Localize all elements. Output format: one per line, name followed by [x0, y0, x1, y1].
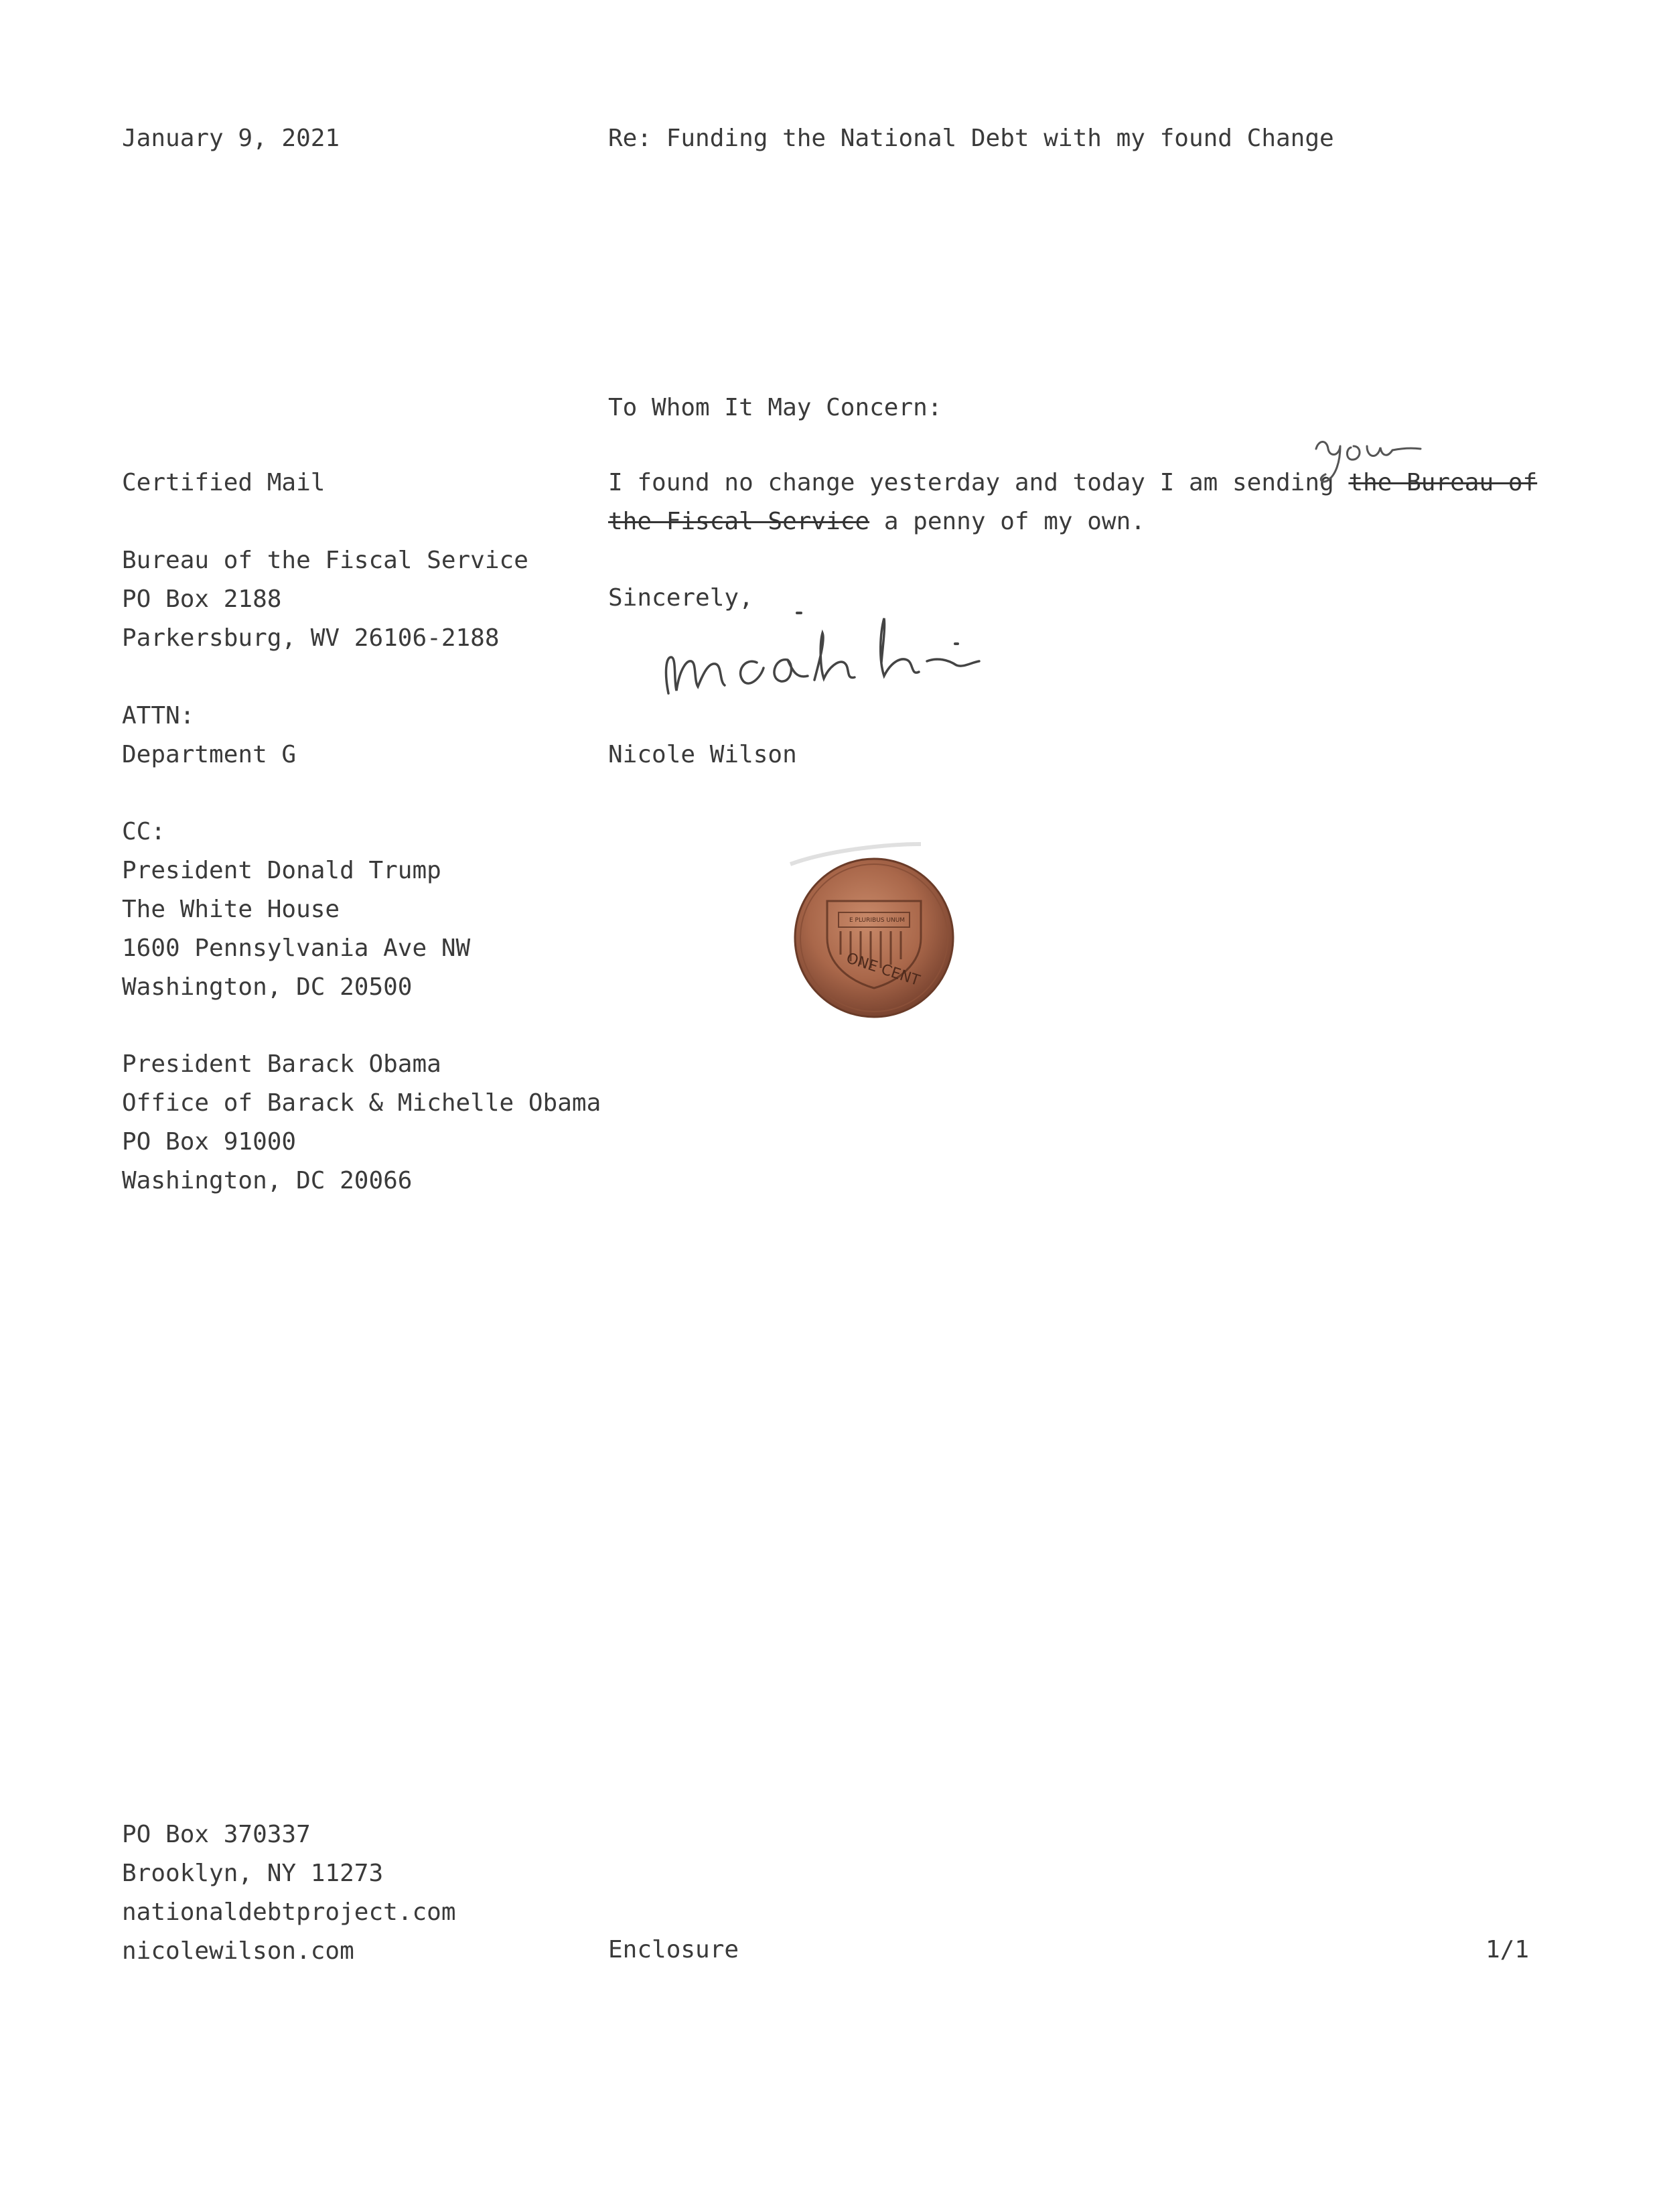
- attn-label: ATTN:: [122, 702, 195, 730]
- cc-label: CC:: [122, 818, 166, 845]
- body-line-2: [608, 502, 1145, 541]
- penny-image: [777, 837, 958, 1025]
- cc-2-line-2: Office of Barack & Michelle Obama: [122, 1089, 601, 1117]
- coin-motto: E PLURIBUS UNUM: [849, 917, 906, 924]
- body-line-1-text: I found no change yesterday and today I am sending: [608, 469, 1349, 496]
- cc-2-line-4: Washington, DC 20066: [122, 1167, 413, 1194]
- attn-value: Department G: [122, 741, 297, 768]
- enclosure-label: Enclosure: [608, 1936, 739, 1963]
- cc-1-line-2: The White House: [122, 896, 340, 923]
- recipient-po-box: PO Box 2188: [122, 585, 282, 613]
- footer-po-box: PO Box 370337: [122, 1821, 311, 1848]
- body-line-2-text: a penny of my own.: [869, 508, 1145, 535]
- letter-date: January 9, 2021: [122, 125, 340, 152]
- signature: [656, 593, 1005, 700]
- footer-website-1: nationaldebtproject.com: [122, 1898, 456, 1926]
- recipient-name: Bureau of the Fiscal Service: [122, 547, 528, 574]
- struck-text-1: the Bureau of: [1348, 469, 1538, 496]
- cc-1-line-3: 1600 Pennsylvania Ave NW: [122, 935, 471, 962]
- coin-face: [795, 859, 953, 1017]
- recipient-city: Parkersburg, WV 26106-2188: [122, 624, 500, 652]
- footer-city: Brooklyn, NY 11273: [122, 1860, 384, 1887]
- handwritten-correction: [1309, 434, 1430, 488]
- page-number: 1/1: [1486, 1936, 1530, 1963]
- cc-1-line-4: Washington, DC 20500: [122, 973, 413, 1001]
- subject-line: Re: Funding the National Debt with my found Change: [608, 125, 1334, 152]
- coin-denomination: ONE CENT: [844, 950, 922, 989]
- mail-type: Certified Mail: [122, 469, 326, 496]
- cc-2-line-3: PO Box 91000: [122, 1128, 297, 1156]
- cc-1-line-1: President Donald Trump: [122, 857, 441, 884]
- closing: Sincerely,: [608, 584, 753, 612]
- footer-website-2: nicolewilson.com: [122, 1937, 354, 1965]
- salutation: To Whom It May Concern:: [608, 394, 942, 421]
- cc-2-line-1: President Barack Obama: [122, 1050, 441, 1078]
- signer-name: Nicole Wilson: [608, 741, 797, 768]
- struck-text-2: the Fiscal Service: [608, 508, 870, 535]
